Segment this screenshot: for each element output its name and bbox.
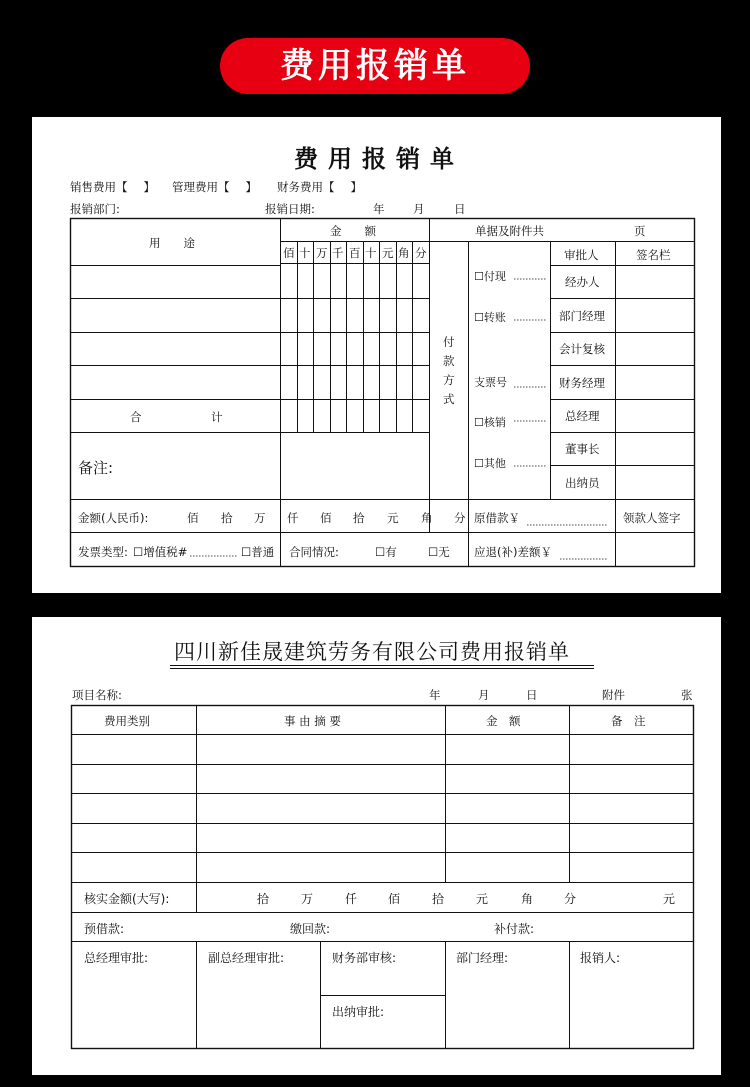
digit-unit: 万 <box>316 246 328 260</box>
advance-label: 原借款￥ <box>474 511 520 525</box>
approver-role: 会计复核 <box>559 342 605 356</box>
form1-title: 费用报销单 <box>294 144 464 173</box>
check-number-label: 支票号 <box>474 376 507 389</box>
pay-writeoff-option[interactable]: ☐核销 <box>474 416 506 429</box>
amount-unit: 角 <box>521 892 534 906</box>
pay-transfer-option[interactable]: ☐转账 <box>474 311 506 324</box>
attachment-label: 附件 <box>602 688 625 702</box>
approver-role: 部门经理 <box>559 309 605 323</box>
digit-unit: 佰 <box>283 246 295 260</box>
amount-unit: 万 <box>301 892 314 906</box>
supplement-label: 补付款: <box>494 922 535 936</box>
approver-role: 财务经理 <box>559 376 605 390</box>
rmb-unit: 佰 <box>187 511 199 525</box>
normal-invoice-checkbox[interactable]: ☐普通 <box>241 545 275 559</box>
total-label-1: 合 <box>130 410 142 424</box>
finance-review-label: 财务部审核: <box>332 951 397 965</box>
digit-unit: 千 <box>332 246 344 260</box>
date-label: 报销日期: <box>265 202 315 216</box>
date-year: 年 <box>373 202 385 216</box>
contract-no-checkbox[interactable]: ☐无 <box>428 545 450 559</box>
pay-other-option[interactable]: ☐其他 <box>474 457 506 470</box>
rmb-unit: 仟 <box>287 511 299 525</box>
digit-unit: 十 <box>299 246 311 260</box>
signature-header: 签名栏 <box>636 248 671 262</box>
approver-role: 总经理 <box>565 409 600 423</box>
header-amount: 金 额 <box>486 714 521 728</box>
category-sales: 销售费用【 】 <box>70 180 155 194</box>
invoice-type-label: 发票类型: <box>78 545 128 559</box>
attachment-unit: 张 <box>681 688 693 702</box>
amount-header: 金 额 <box>330 224 376 238</box>
rmb-unit: 拾 <box>221 511 233 525</box>
date-month: 月 <box>413 202 425 216</box>
category-finance: 财务费用【 】 <box>277 180 362 194</box>
purpose-header: 用 途 <box>149 236 195 250</box>
gm-approval-label: 总经理审批: <box>84 951 149 965</box>
refund-label: 应退(补)差额￥ <box>474 545 552 559</box>
vgm-approval-label: 副总经理审批: <box>208 951 285 965</box>
contract-label: 合同情况: <box>289 545 339 559</box>
category-management: 管理费用【 】 <box>172 180 257 194</box>
approver-role: 经办人 <box>565 275 600 289</box>
cashier-approval-label: 出纳审批: <box>332 1005 385 1019</box>
total-label-2: 计 <box>211 410 223 424</box>
approver-header: 审批人 <box>564 248 599 262</box>
digit-unit: 百 <box>349 246 361 260</box>
form2-year: 年 <box>429 688 441 702</box>
prepaid-label: 预借款: <box>84 922 125 936</box>
verified-amount-label: 核实金额(大写): <box>84 892 170 906</box>
claimant-label: 报销人: <box>580 951 621 965</box>
amount-unit: 佰 <box>388 892 401 906</box>
header-summary: 事 由 摘 要 <box>284 714 341 728</box>
rmb-unit: 万 <box>254 511 266 525</box>
payment-method-label: 付款方式 <box>443 335 455 406</box>
amount-unit: 拾 <box>257 892 270 906</box>
rmb-unit: 拾 <box>353 511 365 525</box>
project-label: 项目名称: <box>72 688 122 702</box>
rmb-unit: 分 <box>454 511 466 525</box>
payee-sign-label: 领款人签字 <box>623 511 681 525</box>
contract-yes-checkbox[interactable]: ☐有 <box>375 545 397 559</box>
rmb-unit: 角 <box>421 511 433 525</box>
header-category: 费用类别 <box>104 714 150 728</box>
approver-role: 董事长 <box>565 442 600 456</box>
dept-label: 报销部门: <box>70 202 120 216</box>
digit-unit: 分 <box>415 246 427 260</box>
amount-unit: 分 <box>564 892 577 906</box>
returned-label: 缴回款: <box>290 922 331 936</box>
amount-unit: 拾 <box>432 892 445 906</box>
attachments-unit: 页 <box>634 224 646 238</box>
digit-unit: 元 <box>382 246 394 260</box>
approver-role: 出纳员 <box>565 476 600 490</box>
rmb-label: 金额(人民币): <box>78 511 149 525</box>
dept-manager-label: 部门经理: <box>456 951 509 965</box>
form2-month: 月 <box>478 688 490 702</box>
amount-unit: 元 <box>476 892 489 906</box>
digit-unit: 十 <box>365 246 377 260</box>
form2-day: 日 <box>526 688 538 702</box>
header-remarks: 备 注 <box>611 714 646 728</box>
form2-title: 四川新佳晟建筑劳务有限公司费用报销单 <box>174 640 570 664</box>
date-day: 日 <box>454 202 466 216</box>
rmb-unit: 元 <box>387 511 399 525</box>
banner-title: 费用报销单 <box>220 38 530 94</box>
expense-form-2 <box>32 617 721 1075</box>
digit-unit: 角 <box>398 246 410 260</box>
remarks-label: 备注: <box>78 459 114 477</box>
expense-form-1 <box>32 117 721 593</box>
pay-cash-option[interactable]: ☐付现 <box>474 270 506 283</box>
rmb-unit: 佰 <box>320 511 332 525</box>
attachments-label: 单据及附件共 <box>475 224 544 238</box>
amount-unit: 仟 <box>345 892 358 906</box>
amount-unit: 元 <box>663 892 676 906</box>
vat-checkbox[interactable]: ☐增值税# <box>133 545 188 559</box>
